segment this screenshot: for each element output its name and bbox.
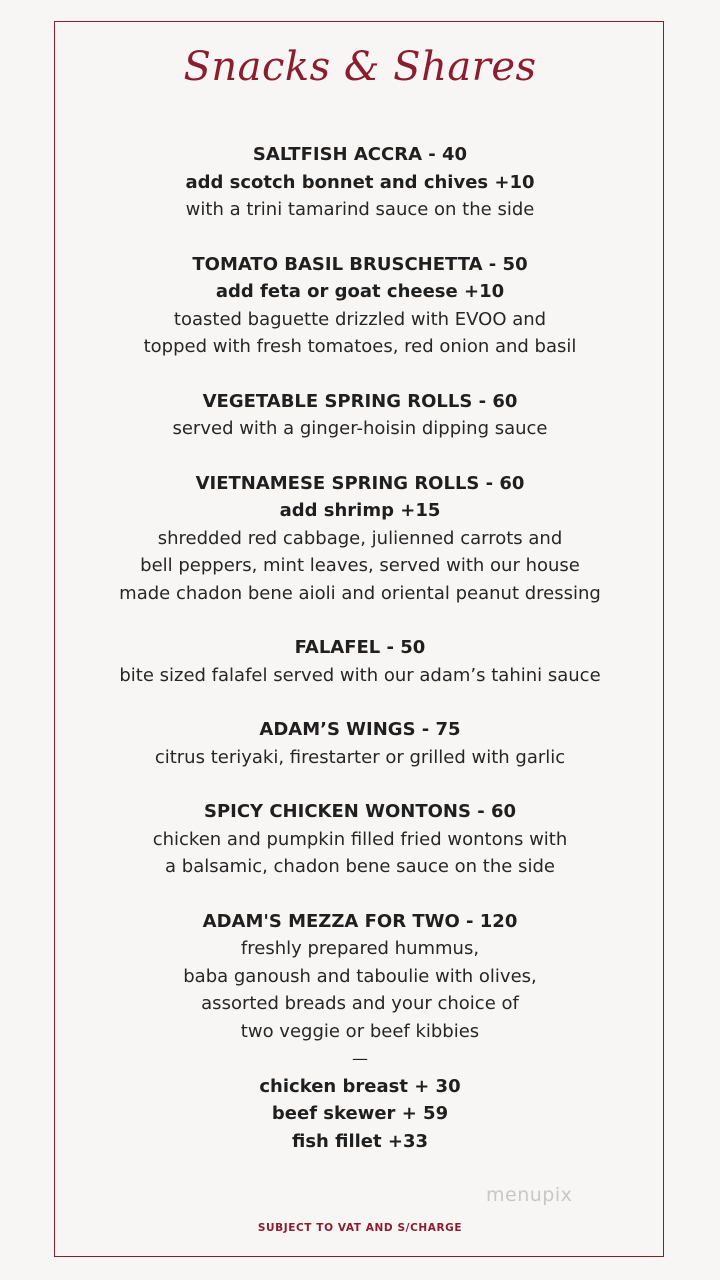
menu-item xyxy=(0,716,720,771)
menu-item-description: toasted baguette drizzled with EVOO and xyxy=(173,308,547,330)
menu-list xyxy=(0,141,720,1182)
menu-item-name: ADAM’S WINGS - 75 xyxy=(259,719,461,740)
menu-item-description: topped with fresh tomatoes, red onion and basil xyxy=(143,336,577,357)
menu-item-name: SPICY CHICKEN WONTONS - 60 xyxy=(203,801,516,822)
menu-item-description: a balsamic, chadon bene sauce on the side xyxy=(165,856,555,877)
menu-item-name: TOMATO BASIL BRUSCHETTA - 50 xyxy=(192,253,528,275)
menu-item xyxy=(0,908,720,1156)
menu-item-name: SALTFISH ACCRA - 40 xyxy=(252,144,468,165)
menu-item-name: VEGETABLE SPRING ROLLS - 60 xyxy=(202,390,518,412)
menu-item xyxy=(0,388,720,443)
footer-note: SUBJECT TO VAT AND S/CHARGE xyxy=(257,1222,463,1234)
menu-item-description: with a trini tamarind sauce on the side xyxy=(185,199,535,220)
menu-item-description: served with a ginger-hoisin dipping sauce xyxy=(172,418,548,439)
menu-item-description: freshly prepared hummus, xyxy=(240,938,480,959)
menu-item-description: shredded red cabbage, julienned carrots and xyxy=(157,527,563,549)
menu-item xyxy=(0,141,720,224)
menu-item-description: assorted breads and your choice of xyxy=(201,993,519,1014)
menu-item-extra: fish fillet +33 xyxy=(291,1130,429,1152)
menu-title: Snacks & Shares xyxy=(183,44,537,90)
menu-item-addon: add scotch bonnet and chives +10 xyxy=(185,171,535,193)
menu-item xyxy=(0,251,720,361)
menu-item xyxy=(0,798,720,881)
menu-item-description: two veggie or beef kibbies xyxy=(240,1020,480,1042)
menu-item-extra: beef skewer + 59 xyxy=(271,1103,449,1124)
menu-item xyxy=(0,634,720,689)
menu-item-name: ADAM'S MEZZA FOR TWO - 120 xyxy=(202,910,518,932)
menu-item-separator: — xyxy=(352,1049,368,1068)
menu-item xyxy=(0,470,720,608)
menu-item-description: baba ganoush and taboulie with olives, xyxy=(183,965,537,987)
menu-item-extra: chicken breast + 30 xyxy=(259,1075,461,1097)
menu-item-name: VIETNAMESE SPRING ROLLS - 60 xyxy=(195,472,525,494)
menu-item-addon: add feta or goat cheese +10 xyxy=(215,281,505,302)
menu-item-description: bite sized falafel served with our adam’s tahini sauce xyxy=(119,664,601,686)
menu-item-description: made chadon bene aioli and oriental peanut dressing xyxy=(119,582,601,604)
menu-item-description: citrus teriyaki, firestarter or grilled with garlic xyxy=(154,746,566,768)
menu-item-addon: add shrimp +15 xyxy=(279,500,441,521)
watermark-logo: menupix xyxy=(486,1184,573,1206)
menu-item-name: FALAFEL - 50 xyxy=(294,637,426,658)
menu-item-description: bell peppers, mint leaves, served with our house xyxy=(140,555,580,576)
menu-item-description: chicken and pumpkin filled fried wontons with xyxy=(152,828,568,850)
